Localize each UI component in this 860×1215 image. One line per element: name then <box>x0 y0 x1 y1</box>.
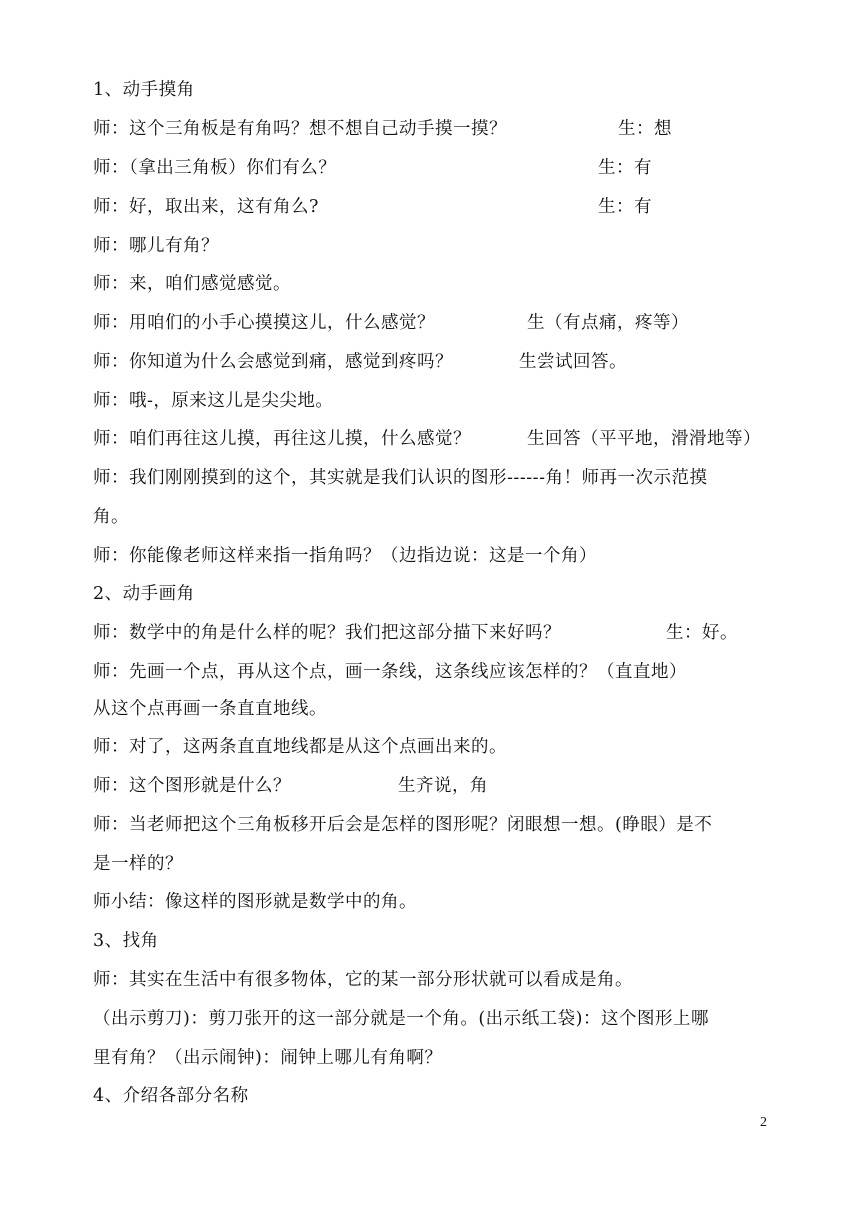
text-line: 师：来，咱们感觉感觉。 <box>93 274 291 294</box>
text-line: 是一样的？ <box>93 854 183 874</box>
section-heading-2: 2、动手画角 <box>93 584 195 604</box>
text-line: 师：用咱们的小手心摸摸这儿，什么感觉？ <box>93 313 435 333</box>
text-line: 师：咱们再往这儿摸，再往这儿摸，什么感觉？ <box>93 429 471 449</box>
text-line: 角。 <box>93 507 129 527</box>
student-response: 生回答（平平地，滑滑地等） <box>527 429 761 449</box>
text-line: 师：哪儿有角？ <box>93 236 219 256</box>
student-response: 生：有 <box>598 197 652 217</box>
text-line: 从这个点再画一条直直地线。 <box>93 699 327 719</box>
text-line: 师：你能像老师这样来指一指角吗？（边指边说：这是一个角） <box>93 546 597 566</box>
text-line: 师：数学中的角是什么样的呢？我们把这部分描下来好吗？ <box>93 623 561 643</box>
student-response: 生（有点痛，疼等） <box>527 313 689 333</box>
text-line: 师：对了，这两条直直地线都是从这个点画出来的。 <box>93 737 507 757</box>
student-response: 生齐说，角 <box>398 776 488 796</box>
text-line: 师：这个三角板是有角吗？想不想自己动手摸一摸？ <box>93 119 507 139</box>
section-heading-4: 4、介绍各部分名称 <box>93 1086 249 1106</box>
text-line: 师：好，取出来，这有角么? <box>93 197 319 217</box>
student-response: 生：好。 <box>666 623 738 643</box>
text-line: 师：（拿出三角板）你们有么？ <box>93 158 337 178</box>
text-line: 师：哦-，原来这儿是尖尖地。 <box>93 391 334 411</box>
section-heading-1: 1、动手摸角 <box>93 80 195 100</box>
student-response: 生尝试回答。 <box>519 352 627 372</box>
page-number: 2 <box>760 1115 767 1130</box>
student-response: 生：有 <box>598 158 652 178</box>
text-line: （出示剪刀)：剪刀张开的这一部分就是一个角。(出示纸工袋)：这个图形上哪 <box>93 1009 709 1029</box>
text-line: 师：先画一个点，再从这个点，画一条线，这条线应该怎样的？（直直地） <box>93 662 687 682</box>
text-line: 师：你知道为什么会感觉到痛，感觉到疼吗？ <box>93 352 453 372</box>
text-line: 师：我们刚刚摸到的这个，其实就是我们认识的图形------角！师再一次示范摸 <box>93 468 708 488</box>
student-response: 生：想 <box>618 119 672 139</box>
text-line: 师：其实在生活中有很多物体，它的某一部分形状就可以看成是角。 <box>93 970 633 990</box>
text-line: 师：当老师把这个三角板移开后会是怎样的图形呢？闭眼想一想。(睁眼）是不 <box>93 815 713 835</box>
text-line: 师小结：像这样的图形就是数学中的角。 <box>93 892 417 912</box>
text-line: 师：这个图形就是什么？ <box>93 776 291 796</box>
section-heading-3: 3、找角 <box>93 931 159 951</box>
text-line: 里有角？（出示闹钟)：闹钟上哪儿有角啊？ <box>93 1048 443 1068</box>
